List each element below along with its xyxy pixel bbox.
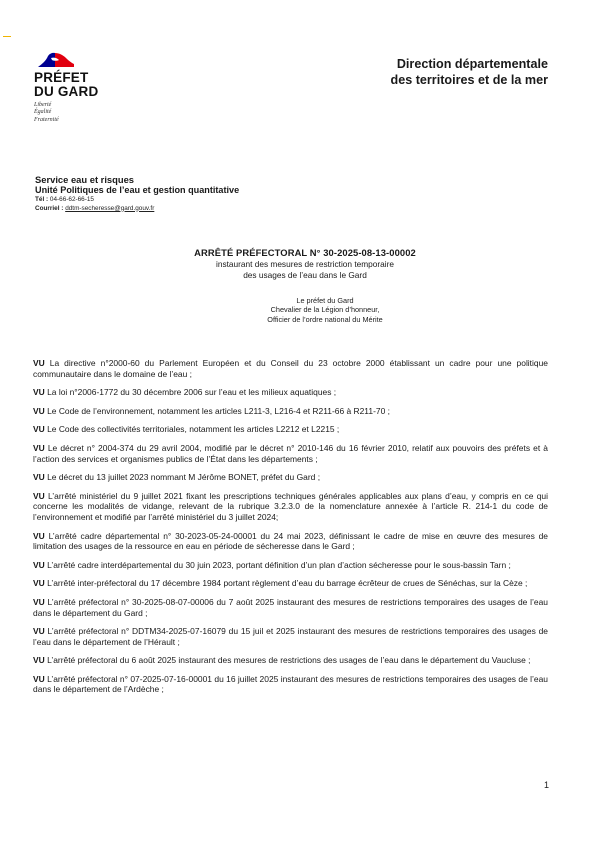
- vu-item: [33, 443, 548, 464]
- vu-item: [33, 424, 548, 435]
- vu-keyword: VU: [33, 490, 45, 501]
- prefet-logo: [34, 52, 114, 124]
- vu-text: Le Code de l’environnement, notamment les articles L211-3, L216-4 et R211-66 à R211-70 ;: [47, 405, 390, 416]
- vu-text: L’arrêté préfectoral du 6 août 2025 instaurant des mesures de restrictions des usages de l’eau dans le département du Vaucluse ;: [47, 655, 531, 666]
- vu-keyword: VU: [33, 655, 45, 666]
- arrete-subtitle-line2: des usages de l’eau dans le Gard: [243, 270, 367, 280]
- vu-keyword: VU: [33, 673, 45, 684]
- vu-keyword: VU: [33, 559, 45, 570]
- direction-title: [391, 56, 549, 88]
- vu-text: Le Code des collectivités territoriales, notamment les articles L2212 et L2215 ;: [47, 424, 340, 435]
- vu-keyword: VU: [33, 387, 45, 398]
- vu-item: [33, 560, 548, 571]
- phone-label: Tél :: [35, 196, 49, 203]
- prefet-title: [34, 71, 114, 99]
- vu-keyword: VU: [33, 405, 45, 416]
- vu-text: La loi n°2006-1772 du 30 décembre 2006 sur l’eau et les milieux aquatiques ;: [47, 387, 337, 398]
- vu-text: L’arrêté préfectoral n° 07-2025-07-16-00001 du 16 juillet 2025 instaurant des mesures de restrictions temporaires des usages de l’eau dans le département de l’Ardèche ;: [33, 673, 548, 695]
- vu-item: [33, 597, 548, 618]
- signatory-line3: Officier de l’ordre national du Mérite: [267, 314, 383, 324]
- vu-text: L’arrêté préfectoral n° 30-2025-08-07-00006 du 7 août 2025 instaurant des mesures de restrictions temporaires des usages de l’eau dans le département du Gard ;: [33, 596, 548, 618]
- vu-item: [33, 472, 548, 483]
- signatory-line1: Le préfet du Gard: [296, 296, 354, 305]
- arrete-subtitle-line1: instaurant des mesures de restriction temporaire: [215, 259, 394, 269]
- devise-fraternite: Fraternité: [34, 116, 59, 123]
- vu-text: La directive n°2000-60 du Parlement Européen et du Conseil du 23 octobre 2000 établissant un cadre pour une politique communautaire dans le domaine de l’eau ;: [33, 358, 548, 379]
- vu-text: L’arrêté inter-préfectoral du 17 décembre 1984 portant règlement d’eau du barrage écrêteur de crues de Sénéchas, sur la Cèze ;: [47, 578, 528, 589]
- vu-text: L’arrêté cadre interdépartemental du 30 juin 2023, portant définition d’un plan d’action sécheresse pour le sous-bassin Tarn ;: [47, 559, 511, 570]
- direction-line1: Direction départementale: [396, 57, 548, 71]
- page-number: 1: [543, 780, 549, 790]
- marianne-icon: [36, 52, 76, 68]
- devise: [34, 102, 114, 124]
- service-name: Service eau et risques: [35, 174, 135, 185]
- vu-keyword: VU: [33, 358, 45, 368]
- phone-number: 04-66-62-66-15: [49, 196, 94, 203]
- service-email: [35, 205, 455, 214]
- vu-item: [33, 491, 548, 523]
- vu-item: [33, 406, 548, 417]
- corner-mark: [3, 36, 11, 37]
- signatory-block: [210, 296, 440, 324]
- arrete-title: ARRÊTÉ PRÉFECTORAL N° 30-2025-08-13-00002: [194, 247, 416, 258]
- vu-keyword: VU: [33, 442, 45, 453]
- vu-keyword: VU: [33, 578, 45, 589]
- service-unit: Unité Politiques de l’eau et gestion quantitative: [35, 185, 240, 195]
- vu-text: Le décret n° 2004-374 du 29 avril 2004, modifié par le décret n° 2010-146 du 16 février 2010, relatif aux pouvoirs des préfets et à l’action des services et organismes publics de l’État dans les départements ;: [33, 442, 548, 464]
- vu-item: [33, 626, 548, 647]
- vu-item: [33, 531, 548, 552]
- direction-line2: des territoires et de la mer: [390, 73, 548, 87]
- service-block: [35, 174, 455, 213]
- prefet-line2: DU GARD: [34, 84, 99, 99]
- vu-item: [33, 387, 548, 398]
- email-label: Courriel :: [35, 204, 64, 212]
- vu-keyword: VU: [33, 596, 45, 607]
- vu-item: [33, 358, 548, 379]
- vu-item: [33, 655, 548, 666]
- prefet-line1: PRÉFET: [34, 70, 89, 85]
- vu-item: [33, 674, 548, 695]
- vu-list: [33, 358, 548, 703]
- devise-egalite: Égalité: [34, 109, 52, 116]
- vu-keyword: VU: [33, 424, 45, 435]
- vu-item: [33, 578, 548, 589]
- vu-text: L’arrêté préfectoral n° DDTM34-2025-07-16079 du 15 juil et 2025 instaurant des mesures de restrictions temporaires des usages de l’eau dans le département de l’Hérault ;: [33, 626, 548, 647]
- devise-liberte: Liberté: [34, 102, 52, 108]
- email-link[interactable]: ddtm-secheresse@gard.gouv.fr: [65, 204, 155, 212]
- vu-keyword: VU: [33, 626, 45, 637]
- service-phone: [35, 196, 455, 205]
- signatory-line2: Chevalier de la Légion d’honneur,: [270, 305, 380, 315]
- arrete-heading: [150, 247, 460, 281]
- vu-text: L’arrêté ministériel du 9 juillet 2021 fixant les prescriptions techniques générales applicables aux plans d’eau, y compris en ce qui concerne les modalités de vidange, relevant de la rubrique 3.2.3.0 de la nomenclature annexée à l’article R. 214-1 du code de l’environnement et modifié par l’arrêté ministériel du 3 juillet 2024;: [33, 490, 548, 522]
- vu-text: L’arrêté cadre départemental n° 30-2023-05-24-00001 du 24 mai 2023, définissant le cadre de mise en œuvre des mesures de limitation des usages de la ressource en eau en période de sécheresse dans le Gard ;: [33, 530, 548, 552]
- vu-keyword: VU: [33, 530, 45, 541]
- vu-text: Le décret du 13 juillet 2023 nommant M Jérôme BONET, préfet du Gard ;: [47, 472, 321, 483]
- vu-keyword: VU: [33, 472, 45, 483]
